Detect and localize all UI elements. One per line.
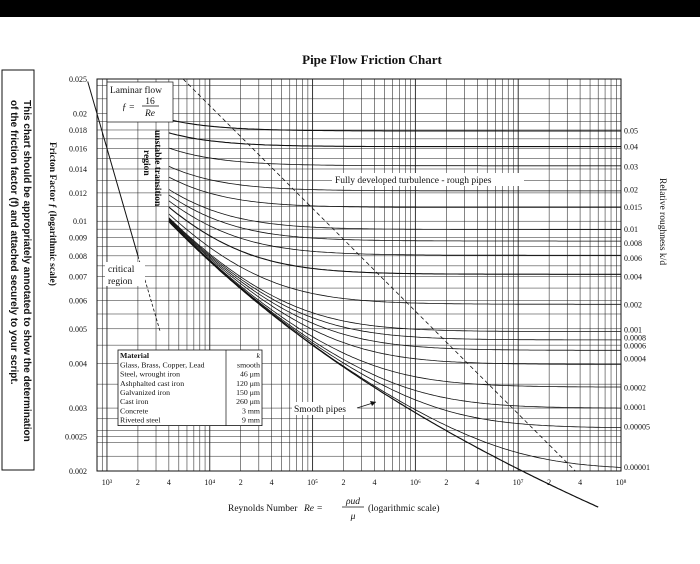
rough-pipes-label: Fully developed turbulence - rough pipes [335,176,492,186]
critical-line1: critical [108,265,135,275]
laminar-label [107,82,173,122]
unstable-line1: unstable transition [152,130,162,207]
y-tick-label: 0.004 [69,359,87,369]
x-axis-label [228,497,439,522]
roughness-label: 0.00005 [624,422,650,432]
roughness-label: 0.00001 [624,463,650,473]
xlabel-num: ρud [345,497,361,507]
x-tick-label: 4 [269,478,274,487]
roughness-label: 0.004 [624,272,642,282]
xlabel-suffix: (logarithmic scale) [368,504,440,514]
roughness-label: 0.02 [624,185,638,195]
side-note-line1: This chart should be appropriately annotated to show the determination [21,100,32,442]
x-tick-label: 2 [444,478,449,487]
laminar-title: Laminar flow [110,86,162,96]
xlabel-den: μ [350,512,356,522]
roughness-label: 0.006 [624,253,642,263]
critical-line2: region [108,277,133,287]
critical-region-label [105,262,145,287]
y-tick-label: 0.025 [69,75,87,84]
unstable-region-label [141,130,162,207]
x-tick-label: 10⁵ [307,478,318,487]
laminar-eq-lhs: ƒ = [122,103,135,113]
roughness-label: 0.0001 [624,403,646,413]
table-material: Material [120,351,150,361]
x-tick-label: 4 [166,478,171,487]
y-tick-label: 0.0025 [65,432,87,442]
roughness-label: 0.0008 [624,333,646,343]
y-tick-label: 0.006 [69,296,87,306]
material-table [118,350,262,426]
table-k: 120 μm [236,378,260,388]
x-tick-label: 10³ [101,478,113,487]
roughness-label: 0.008 [624,238,642,248]
y2-axis-label: Relative roughness k/d [657,178,667,266]
roughness-label: 0.0006 [624,341,646,351]
x-tick-label: 2 [341,478,346,487]
roughness-label: 0.05 [624,126,638,136]
x-tick-label: 2 [238,478,243,487]
table-k: 46 μm [240,369,260,379]
xlabel-eq: Re = [304,504,323,514]
roughness-label: 0.002 [624,300,642,310]
laminar-eq-den: Re [144,109,156,119]
table-k: k [256,351,260,361]
x-tick-label: 10⁴ [204,478,216,487]
roughness-label: 0.001 [624,325,642,335]
roughness-curve [169,201,621,256]
y-tick-label: 0.005 [69,324,87,334]
y-tick-label: 0.009 [69,233,87,243]
x-ticks [102,478,627,487]
xlabel-prefix: Reynolds Number [228,504,298,514]
x-tick-label: 2 [547,478,552,487]
y-tick-label: 0.003 [69,404,87,414]
y-tick-label: 0.007 [69,272,87,282]
y-axis-label: Fricton Factor ƒ (logarithmic scale) [47,142,57,286]
y-tick-label: 0.002 [69,467,87,476]
table-k: 3 mm [242,406,260,416]
table-material: Cast iron [120,397,149,407]
right-ticks [624,126,650,472]
table-k: 260 μm [236,397,260,407]
roughness-curve [169,220,621,364]
table-k: 150 μm [236,388,260,397]
y-tick-label: 0.014 [69,164,87,174]
y-tick-label: 0.018 [69,125,87,135]
y-tick-label: 0.01 [73,217,87,227]
x-tick-label: 10⁶ [409,478,421,487]
roughness-label: 0.03 [624,162,638,172]
y-tick-label: 0.012 [69,188,87,198]
roughness-label: 0.01 [624,225,638,235]
x-tick-label: 4 [372,478,377,487]
x-tick-label: 4 [475,478,480,487]
table-material: Glass, Brass, Copper, Lead [120,360,205,370]
side-note-line2: of the friction factor (f) and attached securely to your script. [8,100,19,385]
unstable-line2: region [141,150,151,176]
roughness-curve [169,148,621,166]
table-k: smooth [237,360,260,370]
roughness-label: 0.04 [624,142,638,152]
laminar-eq-num: 16 [145,97,155,107]
roughness-curve [169,120,621,131]
x-tick-label: 10⁷ [512,478,524,487]
smooth-pipes-text: Smooth pipes [294,405,346,415]
table-k: 9 mm [242,415,260,425]
side-note [2,70,34,470]
roughness-curve [169,189,621,229]
x-tick-label: 10⁸ [615,478,627,487]
y-tick-label: 0.02 [73,109,87,119]
roughness-curve [169,133,621,147]
table-material: Galvanized iron [120,388,171,397]
table-material: Concrete [120,406,149,416]
roughness-label: 0.015 [624,202,642,212]
table-material: Riveted steel [120,415,161,425]
y-ticks [65,75,87,476]
y-tick-label: 0.008 [69,251,87,261]
roughness-label: 0.0004 [624,354,646,364]
roughness-label: 0.0002 [624,383,646,393]
table-material: Ashphalted cast iron [120,378,185,388]
y-tick-label: 0.016 [69,144,87,154]
table-material: Steel, wrought iron [120,369,180,379]
roughness-curve [169,214,621,304]
x-tick-label: 2 [135,478,140,487]
chart-title: Pipe Flow Friction Chart [302,52,442,67]
x-tick-label: 4 [578,478,583,487]
